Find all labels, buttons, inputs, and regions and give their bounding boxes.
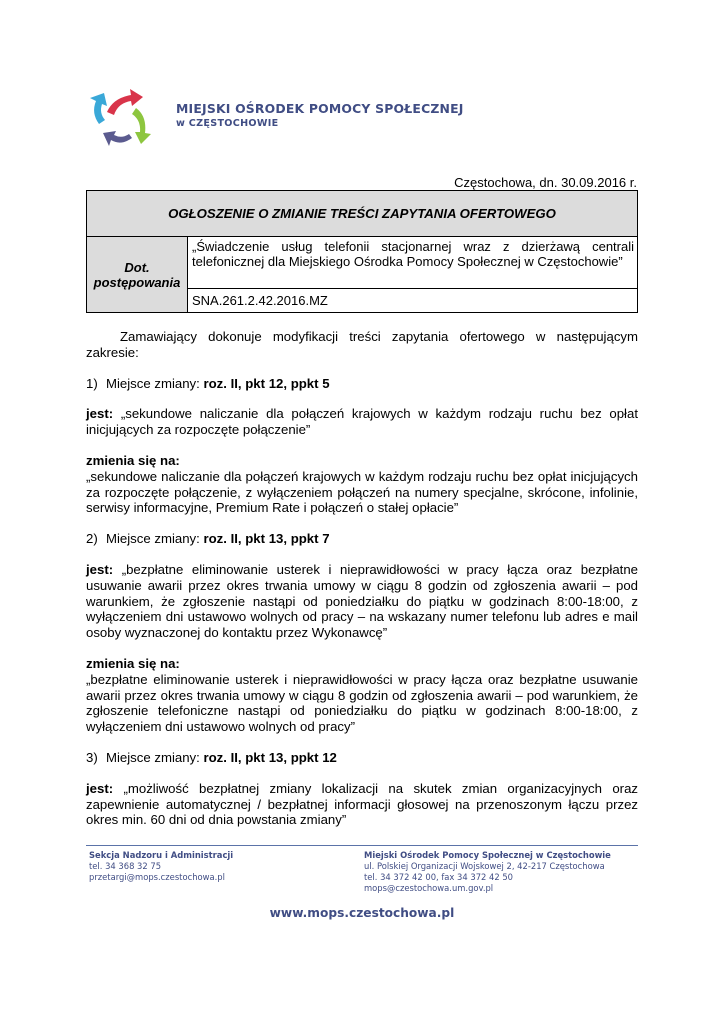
- change-item-3-place: roz. II, pkt 13, ppkt 12: [203, 749, 337, 765]
- change-item-2-current: jest: „bezpłatne eliminowanie usterek i nieprawidłowości w pracy łącza oraz bezpłatne usuwanie awarii przez okres trwania umowy w ciągu 8 godzin od zgłoszenia awarii – pod warunkiem, że zgłoszenie nastąpi od poniedziałku do piątku w godzinach 8:00-18:00, z wyłączeniem dni ustawowo wolnych od pracy – na wskazany numer telefonu lub adres e mail osoby wyznaczonej do kontaktu przez Wykonawcę”: [86, 561, 638, 641]
- org-city: w CZĘSTOCHOWIE: [176, 118, 279, 129]
- website-link[interactable]: www.mops.czestochowa.pl: [269, 906, 455, 920]
- proceeding-label-line-2: postępowania: [93, 274, 181, 290]
- document-body: [86, 329, 638, 843]
- change-item-3-heading: 3) Miejsce zmiany: roz. II, pkt 13, ppkt 12: [86, 749, 337, 765]
- change-item-1-new: „sekundowe naliczanie dla połączeń krajowych w każdym rodzaju ruchu bez opłat inicjujących za rozpoczęte połączenie, z wyłączeniem połączeń na numery specjalne, skrócone, infolinie, serwisy informacyjne, Premium Rate i połączeń o stałej opłacie”: [86, 468, 638, 516]
- footer-left-email[interactable]: przetargi@mops.czestochowa.pl: [89, 872, 225, 882]
- org-name: MIEJSKI OŚRODEK POMOCY SPOŁECZNEJ: [176, 101, 464, 116]
- change-item-1-heading: 1) Miejsce zmiany: roz. II, pkt 12, ppkt 5: [86, 375, 330, 391]
- change-item-1-place: roz. II, pkt 12, ppkt 5: [203, 375, 330, 391]
- footer-divider: [86, 845, 638, 846]
- notice-title: OGŁOSZENIE O ZMIANIE TREŚCI ZAPYTANIA OFERTOWEGO: [87, 191, 638, 237]
- document-date: Częstochowa, dn. 30.09.2016 r.: [454, 175, 637, 190]
- proceeding-reference: SNA.261.2.42.2016.MZ: [188, 289, 638, 313]
- change-item-1-new-label: zmienia się na:: [86, 452, 180, 468]
- change-item-2-place: roz. II, pkt 13, ppkt 7: [203, 531, 330, 547]
- proceeding-subject: „Świadczenie usług telefonii stacjonarnej wraz z dzierżawą centrali telefonicznej dla Miejskiego Ośrodka Pomocy Społecznej w Częstochowie”: [188, 237, 638, 289]
- change-item-1-current: jest: „sekundowe naliczanie dla połączeń krajowych w każdym rodzaju ruchu bez opłat inicjujących za rozpoczęte połączenie”: [86, 406, 638, 438]
- change-item-3-current: jest: „możliwość bezpłatnej zmiany lokalizacji na skutek zmian organizacyjnych oraz zapewnienie automatycznej / bezpłatnej informacji głosowej na przenoszonym łączu przez okres min. 60 dni od dnia powstania zmiany”: [86, 780, 638, 828]
- footer-right-title: Miejski Ośrodek Pomocy Społecznej w Częstochowie: [364, 850, 611, 860]
- footer-right-email[interactable]: mops@czestochowa.um.gov.pl: [364, 883, 494, 893]
- footer-left-title: Sekcja Nadzoru i Administracji: [89, 850, 234, 860]
- footer-right-address: ul. Polskiej Organizacji Wojskowej 2, 42-217 Częstochowa: [364, 861, 605, 871]
- footer-contact-right: [364, 850, 611, 894]
- footer-right-phone: tel. 34 372 42 00, fax 34 372 42 50: [364, 872, 513, 882]
- proceeding-label: [87, 237, 188, 313]
- mops-logo-icon: [87, 84, 157, 154]
- footer-contact-left: [89, 850, 233, 883]
- change-item-2-new: „bezpłatne eliminowanie usterek i nieprawidłowości w pracy łącza oraz bezpłatne usuwanie awarii przez okres trwania umowy w ciągu 8 godzin od zgłoszenia awarii – pod warunkiem, że zgłoszenie telefoniczne nastąpi od poniedziałku do piątku w godzinach 8:00-18:00, z wyłączeniem dni ustawowo wolnych od pracy”: [86, 671, 638, 735]
- footer-left-phone: tel. 34 368 32 75: [89, 861, 162, 871]
- intro-paragraph: Zamawiający dokonuje modyfikacji treści zapytania ofertowego w następującym zakresie:: [86, 329, 638, 360]
- proceeding-label-line-1: Dot.: [124, 259, 150, 275]
- change-item-2-new-label: zmienia się na:: [86, 655, 180, 671]
- change-item-2-heading: 2) Miejsce zmiany: roz. II, pkt 13, ppkt 7: [86, 531, 330, 547]
- notice-header-table: [86, 190, 638, 313]
